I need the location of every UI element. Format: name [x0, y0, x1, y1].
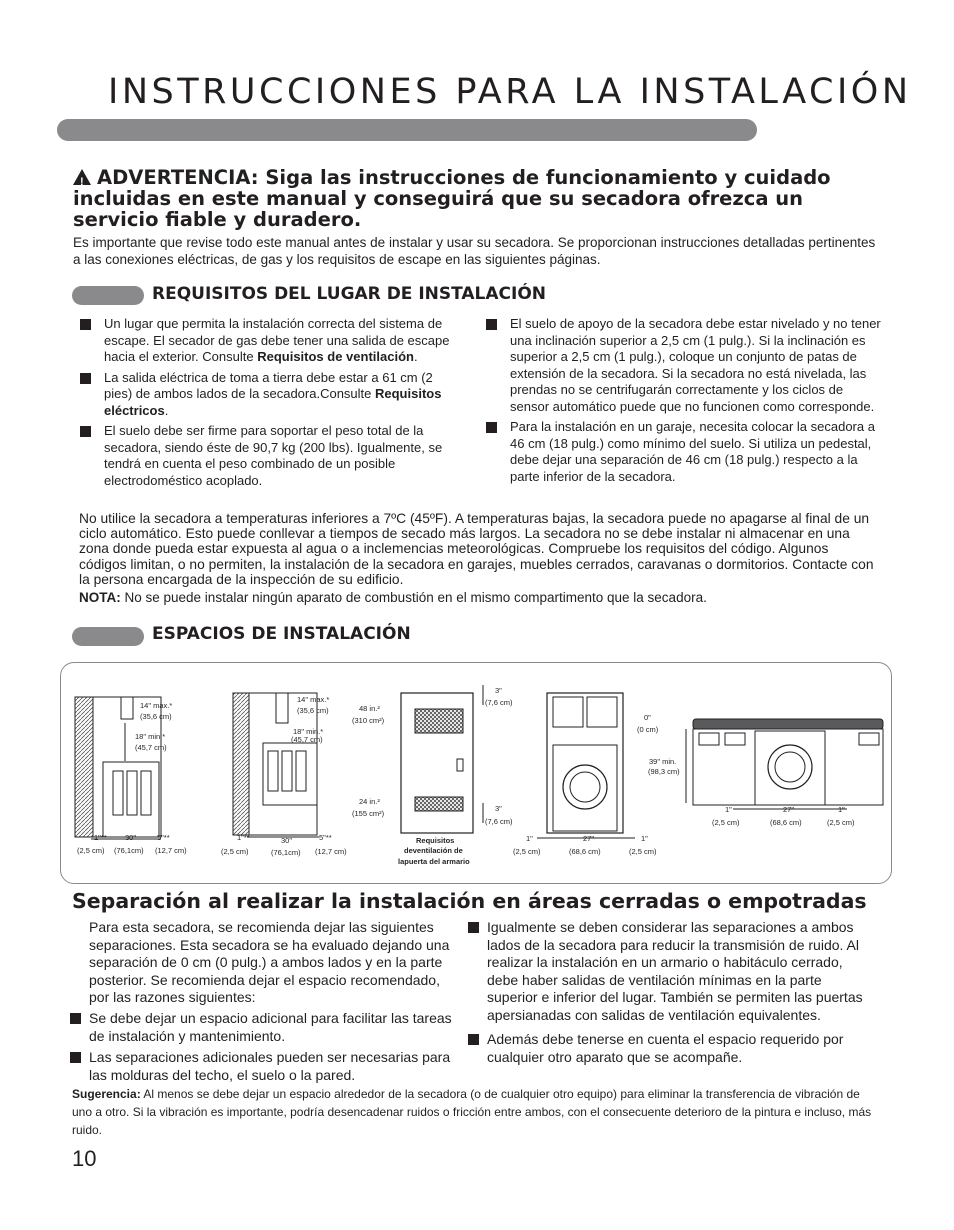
bullet-icon [80, 373, 91, 384]
label: (7,6 cm) [485, 698, 513, 707]
list-item [486, 316, 884, 415]
label: (7,6 cm) [485, 817, 513, 826]
label: 24 in.² [359, 797, 380, 806]
warning-icon [73, 169, 91, 185]
sep-left-list [70, 1010, 462, 1088]
warning-label: ADVERTENCIA [97, 166, 251, 189]
page-number: 10 [72, 1146, 97, 1171]
bullet-icon [80, 319, 91, 330]
sep-heading: Separación al realizar la instalación en áreas cerradas o empotradas [72, 889, 867, 913]
temperature-para: No utilice la secadora a temperaturas inferiores a 7ºC (45ºF). A temperaturas bajas, la secadora puede no apagarse al final de un ciclo automático. Esto puede conllevar a tiempos de secado más largos. La secadora no se debe instalar ni almacenar en una zona donde pueda estar expuesta al agua o a inclemencias meteorológicas. Compruebe los requisitos del código. Algunos códigos limitan, o no permiten, la instalación de la secadora en garajes, muebles cerrados, caravanas o dormitorios. Contacte con la persona encargada de la inspección de su edificio. [79, 511, 874, 587]
intro-text: Es importante que revise todo este manual antes de instalar y usar su secadora. Se proporcionan instrucciones detalladas pertinentes a las conexiones eléctricas, de gas y los requisitos de escape en las siguientes páginas. [73, 235, 876, 267]
bullet-icon [468, 1034, 479, 1045]
page-title: INSTRUCCIONES PARA LA INSTALACIÓN [108, 72, 912, 112]
item-tail: . [164, 402, 169, 418]
nota-label: NOTA: [79, 590, 121, 605]
label: 0" [644, 713, 651, 722]
req-right-list [486, 316, 884, 489]
label: deventilación de [404, 846, 463, 855]
label: 27" [783, 805, 795, 814]
label: 27" [583, 834, 595, 843]
label: (2,5 cm) [629, 847, 657, 856]
list-item [70, 1049, 462, 1084]
label: 1"** [94, 833, 107, 842]
label: (68,6 cm) [770, 818, 802, 827]
item-text: Se debe dejar un espacio adicional para facilitar las tareas de instalación y mantenimiento. [89, 1010, 452, 1044]
title-bar [57, 119, 757, 141]
label: (98,3 cm) [648, 767, 680, 776]
list-item [80, 316, 463, 366]
spaces-heading: ESPACIOS DE INSTALACIÓN [152, 624, 411, 644]
label: 30" [125, 833, 137, 842]
list-item [80, 423, 463, 489]
bullet-icon [486, 422, 497, 433]
label: (2,5 cm) [77, 846, 105, 855]
label: 14" max.* [140, 701, 173, 710]
label: (35,6 cm) [297, 706, 329, 715]
item-text: Para la instalación en un garaje, necesita colocar la secadora a 46 cm (18 pulg.) como mínimo del suelo. Si utiliza un pedestal, debe dejar una separación de 46 cm (18 pulg.) respecto a la parte inferior de la secadora. [510, 419, 875, 484]
suggestion-label: Sugerencia: [72, 1087, 141, 1101]
item-bold: Requisitos de ventilación [257, 349, 414, 364]
nota-text: No se puede instalar ningún aparato de combustión en el mismo compartimento que la secadora. [120, 590, 707, 605]
diagram-1 [75, 697, 187, 855]
req-heading: REQUISITOS DEL LUGAR DE INSTALACIÓN [152, 284, 547, 304]
label: lapuerta del armario [398, 857, 470, 866]
nota [79, 590, 879, 607]
diagram-svg [61, 663, 891, 883]
item-text: Igualmente se deben considerar las separaciones a ambos lados de la secadora para reducir la transmisión de ruido. Al realizar la instalación en un armario o habitáculo cerrado, debe haber salidas de ventilación mínimas en la parte superior e inferior del lugar. También se permiten las puertas apersianadas con salidas de ventilación equivalentes. [487, 919, 863, 1023]
label: 5"** [319, 833, 332, 842]
item-tail: . [413, 349, 418, 364]
item-text: Además debe tenerse en cuenta el espacio requerido por cualquier otro aparato que se acompañe. [487, 1031, 844, 1065]
label: 1" [838, 805, 845, 814]
label: (76,1cm) [271, 848, 301, 857]
item-bold: Requisitos eléctricos [104, 386, 442, 418]
section-pill [72, 627, 144, 646]
label: 18" min.* [135, 732, 166, 741]
label: (45,7 cm) [135, 743, 167, 752]
label: (12,7 cm) [315, 847, 347, 856]
label: (0 cm) [637, 725, 659, 734]
bullet-icon [70, 1013, 81, 1024]
bullet-icon [70, 1052, 81, 1063]
clearance-diagrams [60, 662, 892, 884]
label: (76,1cm) [114, 846, 144, 855]
section-pill [72, 286, 144, 305]
label: Requisitos [416, 836, 455, 845]
sep-right-list [468, 919, 868, 1070]
list-item [80, 370, 463, 420]
label: (68,6 cm) [569, 847, 601, 856]
diagram-5 [648, 719, 883, 827]
label: 3" [495, 686, 502, 695]
diagram-3 [352, 685, 513, 866]
item-text: Las separaciones adicionales pueden ser necesarias para las molduras del techo, el suelo o la pared. [89, 1049, 451, 1083]
item-text: El suelo debe ser firme para soportar el peso total de la secadora, siendo éste de 90,7 kg (200 lbs). Igualmente, se tendrá en cuenta el peso combinado de un posible electrodoméstico acoplado. [104, 423, 443, 488]
item-text: Un lugar que permita la instalación correcta del sistema de escape. El secador de gas debe tener una salida de escape hacia el exterior. Consulte [104, 316, 450, 364]
list-item [468, 1031, 868, 1066]
label: (2,5 cm) [513, 847, 541, 856]
label: (45,7 cm) [291, 735, 323, 744]
label: 1" [526, 834, 533, 843]
label: (35,6 cm) [140, 712, 172, 721]
bullet-icon [468, 922, 479, 933]
list-item [468, 919, 868, 1024]
label: (12,7 cm) [155, 846, 187, 855]
label: 48 in.² [359, 704, 380, 713]
warning-sep: : [250, 166, 266, 189]
label: 1"** [237, 833, 250, 842]
item-text: La salida eléctrica de toma a tierra debe estar a 61 cm (2 pies) de ambos lados de la secadora.Consulte [104, 369, 433, 401]
label: (310 cm²) [352, 716, 385, 725]
label: (2,5 cm) [221, 847, 249, 856]
label: 1" [641, 834, 648, 843]
diagram-2 [221, 693, 347, 857]
warning-heading [73, 167, 893, 230]
label: 30" [281, 836, 293, 845]
bullet-icon [80, 426, 91, 437]
item-text: El suelo de apoyo de la secadora debe estar nivelado y no tener una inclinación superior a 2,5 cm (1 pulg.). Si la inclinación es superior a 2,5 cm (1 pulg.), coloque un conjunto de patas de extensión de la secadora. Si la secadora no está nivelada, las prendas no se centrifugarán correctamente y los ciclos de sensor automático puede que no funcionen como corresponde. [510, 316, 881, 414]
req-left-list [80, 316, 463, 493]
bullet-icon [486, 319, 497, 330]
suggestion-text: Al menos se debe dejar un espacio alrededor de la secadora (o de cualquier otro equipo) para eliminar la transferencia de vibración de uno a otro. Si la vibración es importante, podría desencadenar ruidos o fricción entre ambos, con el consecuente deterioro de la pintura e incluso, más ruido. [72, 1087, 872, 1137]
warning-end: . [353, 208, 362, 231]
list-item [70, 1010, 462, 1045]
label: 3" [495, 804, 502, 813]
label: 39" min. [649, 757, 677, 766]
label: (155 cm²) [352, 809, 385, 818]
label: (2,5 cm) [712, 818, 740, 827]
list-item [486, 419, 884, 485]
warning-text: Siga las instrucciones de funcionamiento y cuidado incluidas en este manual y conseguirá que su secadora ofrezca un servicio fiable y duradero [73, 166, 831, 231]
label: 1" [725, 805, 732, 814]
label: 5"** [157, 833, 170, 842]
label: (2,5 cm) [827, 818, 855, 827]
diagram-4 [513, 693, 659, 856]
label: 18" min.* [293, 727, 324, 736]
label: 14" max.* [297, 695, 330, 704]
suggestion [72, 1085, 872, 1139]
sep-intro: Para esta secadora, se recomienda dejar las siguientes separaciones. Esta secadora se ha evaluado dejando una separación de 0 cm (0 pulg.) a ambos lados y en la parte posterior. Se recomienda dejar el espacio recomendado, por las razones siguientes: [89, 919, 450, 1005]
